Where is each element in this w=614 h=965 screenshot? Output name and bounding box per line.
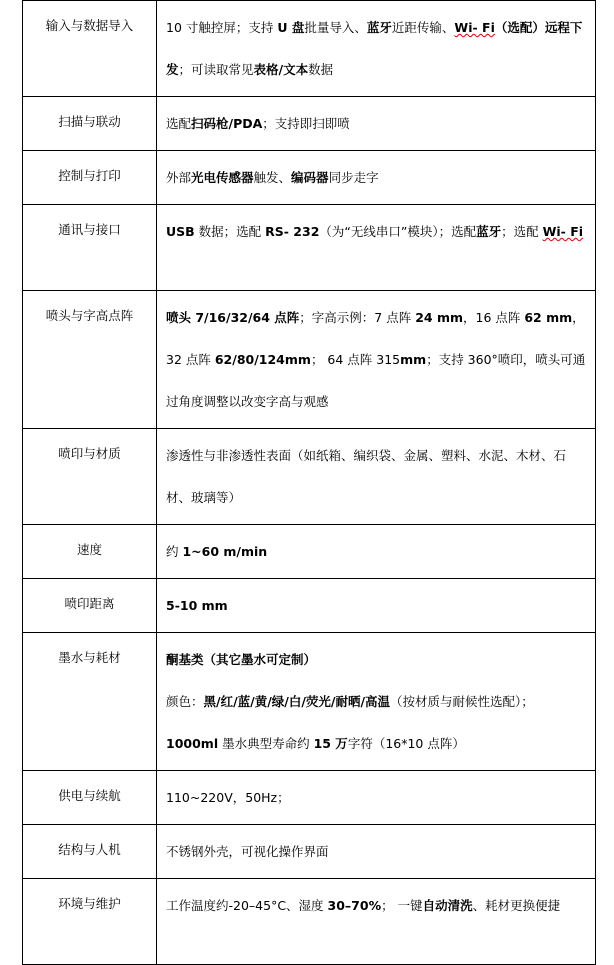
text: 墨水典型寿命约: [218, 736, 314, 751]
text: 字符（16*10 点阵）: [347, 736, 465, 751]
text: ；支持即扫即喷: [262, 116, 350, 131]
text: 近距传输、: [391, 20, 455, 35]
bold-text: 62 mm: [524, 310, 573, 325]
row-content: [157, 97, 596, 151]
bold-text: 蓝牙: [366, 20, 392, 35]
row-content: [157, 879, 596, 965]
row-content: [157, 825, 596, 879]
bold-text: （选配）远程下发: [166, 20, 583, 77]
table-row: [23, 429, 596, 525]
bold-text: 30–70%: [327, 898, 382, 913]
bold-text: 24 mm: [415, 310, 463, 325]
text: 外部: [166, 170, 192, 185]
text: 数据: [308, 62, 334, 77]
text: 批量导入、: [304, 20, 367, 35]
table-row: [23, 771, 596, 825]
bold-text: 15 万: [313, 736, 348, 751]
bold-text: 表格/文本: [253, 62, 309, 77]
bold-text: 1000ml: [166, 736, 219, 751]
text: ；选配: [501, 224, 543, 239]
row-label: 喷印距离: [23, 579, 157, 633]
table-row: [23, 97, 596, 151]
row-content: [157, 429, 596, 525]
text: ，16 点阵: [463, 310, 525, 325]
bold-text: 酮基类（其它墨水可定制）: [166, 652, 317, 667]
spec-table: [22, 0, 596, 965]
row-label: 墨水与耗材: [23, 633, 157, 771]
bold-text: 扫码枪/PDA: [191, 116, 263, 131]
text: 颜色：: [166, 694, 204, 709]
table-row: [23, 205, 596, 291]
row-label: 通讯与接口: [23, 205, 157, 291]
row-label: 控制与打印: [23, 151, 157, 205]
row-content: [157, 579, 596, 633]
bold-text: 喷头 7/16/32/64 点阵: [166, 310, 300, 325]
text: ；支持 360°喷印，喷头可通过角度调整以改变字高与观感: [166, 352, 586, 409]
text: ； 一键: [381, 898, 423, 913]
row-label: 供电与续航: [23, 771, 157, 825]
table-row: [23, 879, 596, 965]
text: 不锈钢外壳，可视化操作界面: [166, 844, 329, 859]
bold-text: 蓝牙: [476, 224, 502, 239]
text: 工作温度约-20–45°C、湿度: [166, 898, 328, 913]
row-content: [157, 771, 596, 825]
text: 约: [166, 544, 183, 559]
text: （为“无线串口”模块）；选配: [319, 224, 477, 239]
row-label: 环境与维护: [23, 879, 157, 965]
bold-text: USB: [166, 224, 195, 239]
text: 数据；选配: [194, 224, 266, 239]
text: ；可读取常见: [178, 62, 254, 77]
bold-text: 编码器: [291, 170, 329, 185]
bold-text: Wi- Fi: [542, 224, 584, 239]
table-row: [23, 633, 596, 771]
table-row: [23, 291, 596, 429]
row-label: 速度: [23, 525, 157, 579]
bold-text: 62/80/124mm: [214, 352, 311, 367]
table-row: [23, 525, 596, 579]
table-row: [23, 151, 596, 205]
text: 10 寸触控屏；支持: [166, 20, 278, 35]
row-content: [157, 205, 596, 291]
bold-text: U 盘: [277, 20, 305, 35]
row-label: 喷头与字高点阵: [23, 291, 157, 429]
text: ，32 点阵: [166, 310, 585, 367]
bold-text: 1~60 m/min: [182, 544, 268, 559]
text: 、耗材更换便捷: [472, 898, 561, 913]
bold-text: mm: [400, 352, 427, 367]
text: 110~220V，50Hz；: [166, 790, 290, 805]
table-row: [23, 579, 596, 633]
text: （按材质与耐候性选配）；: [390, 694, 534, 709]
text: ； 64 点阵 315: [310, 352, 401, 367]
bold-text: 5-10 mm: [166, 598, 228, 613]
table-row: [23, 825, 596, 879]
row-label: 输入与数据导入: [23, 1, 157, 97]
text: 同步走字: [328, 170, 379, 185]
row-content: [157, 291, 596, 429]
bold-text: Wi- Fi: [454, 20, 495, 35]
table-row: [23, 1, 596, 97]
text: 渗透性与非渗透性表面（如纸箱、编织袋、金属、塑料、水泥、木材、石材、玻璃等）: [166, 448, 567, 505]
bold-text: 光电传感器: [191, 170, 254, 185]
row-label: 扫描与联动: [23, 97, 157, 151]
text: 触发、: [253, 170, 292, 185]
row-content: [157, 633, 596, 771]
bold-text: 黑/红/蓝/黄/绿/白/荧光/耐晒/高温: [203, 694, 391, 709]
text: ；字高示例：7 点阵: [299, 310, 416, 325]
bold-text: RS- 232: [265, 224, 320, 239]
row-label: 结构与人机: [23, 825, 157, 879]
row-content: [157, 1, 596, 97]
row-content: [157, 151, 596, 205]
row-label: 喷印与材质: [23, 429, 157, 525]
row-content: [157, 525, 596, 579]
text: 选配: [166, 116, 192, 131]
bold-text: 自动清洗: [422, 898, 473, 913]
